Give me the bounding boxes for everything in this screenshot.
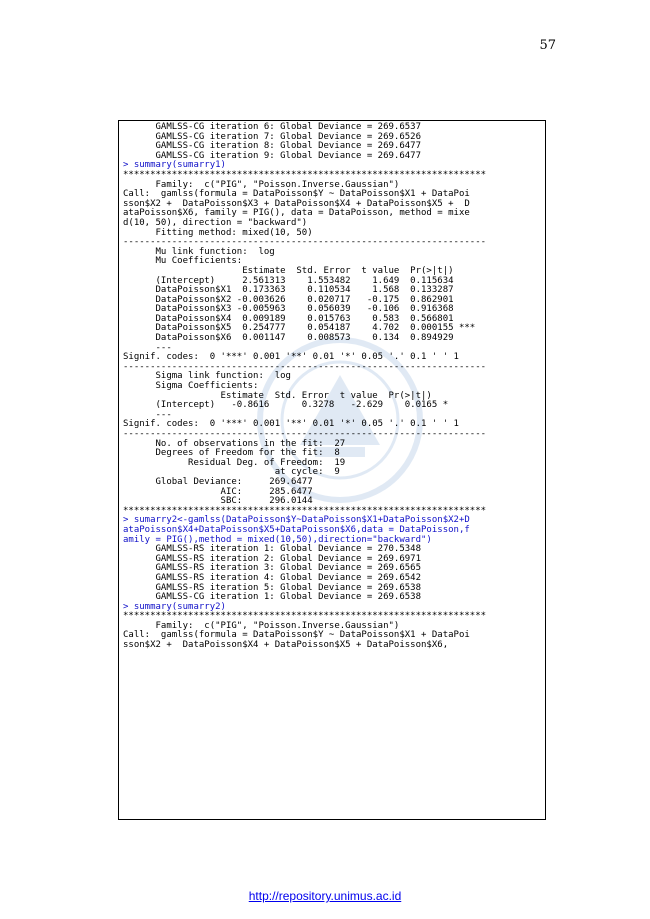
console-output-line: GAMLSS-CG iteration 8: Global Deviance = 269.6477 [123, 141, 422, 152]
console-output-line: Signif. codes: 0 '***' 0.001 '**' 0.01 '*' 0.05 '.' 0.1 ' ' 1 [123, 419, 459, 430]
console-output-line: No. of observations in the fit: 27 [123, 438, 346, 449]
console-output-line: GAMLSS-RS iteration 5: Global Deviance = 269.6538 [123, 582, 422, 593]
console-output-line: ******************************************************************* [123, 611, 487, 622]
console-output-line: GAMLSS-RS iteration 1: Global Deviance = 270.5348 [123, 544, 422, 555]
console-output-line: ------------------------------------------------------------------- [123, 429, 487, 439]
r-console-output [118, 120, 546, 820]
console-output-line: GAMLSS-CG iteration 9: Global Deviance = 269.6477 [123, 150, 422, 161]
console-output-line: DataPoisson$X1 0.173363 0.110534 1.568 0.133287 [123, 285, 454, 296]
console-output-line: (Intercept) -0.8616 0.3278 -2.629 0.0165 * [123, 400, 449, 411]
console-output-line: (Intercept) 2.561313 1.553482 1.649 0.115634 [123, 275, 454, 286]
console-output-line: Family: c("PIG", "Poisson.Inverse.Gaussian") [123, 179, 400, 190]
console-output-line: Residual Deg. of Freedom: 19 [123, 457, 346, 468]
repository-link[interactable]: http://repository.unimus.ac.id [248, 889, 402, 903]
console-output-line: DataPoisson$X2 -0.003626 0.020717 -0.175 0.862901 [123, 294, 454, 305]
console-output-line: Estimate Std. Error t value Pr(>|t|) [123, 390, 432, 401]
console-output-line: Estimate Std. Error t value Pr(>|t|) [123, 265, 454, 276]
console-output-line: DataPoisson$X5 0.254777 0.054187 4.702 0.000155 *** [123, 323, 476, 334]
console-output-line: Mu link function: log [123, 246, 275, 257]
console-output-line: Degrees of Freedom for the fit: 8 [123, 448, 340, 459]
console-output-line: Sigma Coefficients: [123, 381, 259, 392]
console-output-line: Call: gamlss(formula = DataPoisson$Y ~ DataPoisson$X1 + DataPoi [123, 189, 470, 200]
console-command-line: amily = PIG(),method = mixed(10,50),direction="backward") [123, 534, 432, 545]
console-output-line: GAMLSS-CG iteration 6: Global Deviance = 269.6537 [123, 122, 422, 132]
console-output-line: Family: c("PIG", "Poisson.Inverse.Gaussian") [123, 620, 400, 631]
console-output-line: Global Deviance: 269.6477 [123, 476, 313, 487]
console-command-line: ataPoisson$X4+DataPoisson$X5+DataPoisson$X6,data = DataPoisson,f [123, 524, 470, 535]
console-output-line: ******************************************************************* [123, 169, 487, 180]
console-output-line: AIC: 285.6477 [123, 486, 313, 497]
console-output-line: ******************************************************************* [123, 505, 487, 516]
console-output-line: ------------------------------------------------------------------- [123, 361, 487, 372]
console-output-line: d(10, 50), direction = "backward") [123, 217, 308, 228]
console-output-line: GAMLSS-RS iteration 2: Global Deviance = 269.6971 [123, 553, 422, 564]
console-command-line: > sumarry2<-gamlss(DataPoisson$Y~DataPoisson$X1+DataPoisson$X2+D [123, 515, 470, 526]
console-output-line: ------------------------------------------------------------------- [123, 237, 487, 248]
console-output-line: --- [123, 409, 172, 420]
console-output-line: DataPoisson$X4 0.009189 0.015763 0.583 0.566801 [123, 313, 454, 324]
console-output-line: GAMLSS-CG iteration 7: Global Deviance = 269.6526 [123, 131, 422, 142]
console-output-line: SBC: 296.0144 [123, 496, 313, 507]
console-output-line: Signif. codes: 0 '***' 0.001 '**' 0.01 '*' 0.05 '.' 0.1 ' ' 1 [123, 352, 459, 363]
console-output-line: Call: gamlss(formula = DataPoisson$Y ~ DataPoisson$X1 + DataPoi [123, 630, 470, 641]
console-output-line: DataPoisson$X3 -0.005963 0.056039 -0.106 0.916368 [123, 304, 454, 315]
console-output-line: Mu Coefficients: [123, 256, 243, 267]
console-output-line: GAMLSS-RS iteration 3: Global Deviance = 269.6565 [123, 563, 422, 574]
console-output-line: sson$X2 + DataPoisson$X3 + DataPoisson$X4 + DataPoisson$X5 + D [123, 198, 470, 209]
console-command-line: > summary(sumarry1) [123, 160, 226, 171]
console-command-line: > summary(sumarry2) [123, 601, 226, 612]
page-number: 57 [539, 38, 556, 53]
console-output-line: DataPoisson$X6 0.001147 0.008573 0.134 0.894929 [123, 333, 454, 344]
console-output-line: sson$X2 + DataPoisson$X4 + DataPoisson$X5 + DataPoisson$X6, [123, 640, 449, 651]
console-output-line: at cycle: 9 [123, 467, 340, 478]
console-output-line: GAMLSS-CG iteration 1: Global Deviance = 269.6538 [123, 592, 422, 603]
console-output-line: Sigma link function: log [123, 371, 291, 382]
console-output-line: ataPoisson$X6, family = PIG(), data = DataPoisson, method = mixe [123, 208, 470, 219]
console-output-line: GAMLSS-RS iteration 4: Global Deviance = 269.6542 [123, 572, 422, 583]
console-output-line: --- [123, 342, 172, 353]
console-output-line: Fitting method: mixed(10, 50) [123, 227, 313, 238]
